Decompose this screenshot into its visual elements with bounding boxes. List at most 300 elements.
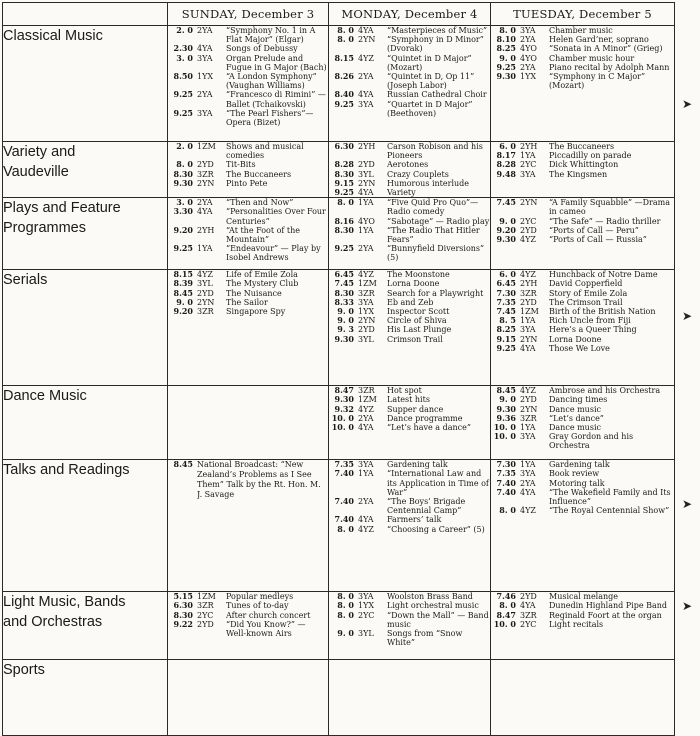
entry-time: 9.20 <box>496 224 516 235</box>
entry-program: Variety <box>387 188 416 198</box>
entry-time: 8.33 <box>334 296 354 307</box>
entry-time: 9.25 <box>173 243 193 254</box>
category-label <box>3 270 168 386</box>
entry-station: 2YA <box>358 497 374 507</box>
schedule-table <box>2 2 675 736</box>
day-cell <box>491 660 675 736</box>
entry-time: 9.36 <box>496 412 516 423</box>
entry-time: 7.35 <box>496 468 516 479</box>
margin-arrow-icon: ➤ <box>682 97 693 111</box>
margin-marks <box>680 0 700 726</box>
entry-program: David Copperfield <box>549 279 623 289</box>
entry-time: 7.40 <box>334 496 354 507</box>
category-label <box>3 142 168 198</box>
entry-program: Woolston Brass Band <box>387 592 473 602</box>
entry-station: 2YH <box>520 279 538 289</box>
entry-station: 2YA <box>520 35 536 45</box>
entry-program: “Symphony in D Minor” (Dvorak) <box>387 35 484 54</box>
entry-time: 7.40 <box>334 514 354 525</box>
entry-program: The Buccaneers <box>549 142 615 151</box>
entry-station: 1ZM <box>358 279 377 289</box>
category-label-line: Light Music, Bands <box>3 594 126 611</box>
program-entry <box>168 90 328 108</box>
entry-program: “The Wakefield Family and Its Influence” <box>549 487 671 507</box>
program-entry <box>491 479 674 488</box>
entry-time: 10. 0 <box>493 422 516 433</box>
entry-program: Chamber music <box>549 26 613 35</box>
entry-program: “Symphony in C Major” (Mozart) <box>549 72 646 91</box>
entry-program: “Quintet in D, Op 11” (Joseph Labor) <box>387 72 475 91</box>
entry-program: “Choosing a Career” (5) <box>387 524 485 534</box>
program-entry <box>491 414 674 423</box>
entry-station: 1YX <box>358 601 375 611</box>
entry-time: 8.10 <box>496 34 516 45</box>
entry-station: 4YA <box>358 515 374 525</box>
entry-program: Inspector Scott <box>387 307 450 317</box>
entry-program: The Nuisance <box>226 288 282 298</box>
program-entry <box>491 488 674 506</box>
entry-program: Gardening talk <box>549 460 610 470</box>
entry-time: 7.40 <box>496 477 516 488</box>
entry-program: Eb and Zeb <box>387 297 434 307</box>
entry-program: Birth of the British Nation <box>549 307 656 317</box>
entry-time: 9.48 <box>496 168 516 179</box>
entry-time: 6.45 <box>334 269 354 280</box>
program-entry <box>329 611 490 629</box>
entry-time: 7.45 <box>334 278 354 289</box>
program-entry <box>168 226 328 244</box>
entry-time: 8.39 <box>173 278 193 289</box>
entry-time: 9.25 <box>334 243 354 254</box>
entry-program: “Five Quid Pro Quo”— Radio comedy <box>387 198 479 217</box>
entry-station: 4YA <box>358 26 374 35</box>
program-entry <box>168 142 328 160</box>
entry-station: 1ZM <box>197 592 216 602</box>
day-cell <box>491 26 675 142</box>
entry-station: 3ZR <box>520 610 537 620</box>
category-label-line: Dance Music <box>3 388 87 405</box>
entry-time: 9.30 <box>496 403 516 414</box>
program-entry <box>491 151 674 160</box>
entry-station: 2YA <box>358 413 374 423</box>
entry-station: 2YA <box>520 478 536 488</box>
entry-station: 3YL <box>358 629 374 639</box>
entry-station: 2YA <box>358 244 374 254</box>
entry-program: “Masterpieces of Music” <box>387 26 488 35</box>
entry-program: Latest hits <box>387 395 430 405</box>
entry-time: 9.20 <box>173 224 193 235</box>
category-label-line: Plays and Feature <box>3 200 121 217</box>
entry-station: 3YA <box>358 99 374 109</box>
entry-program: Tunes of to-day <box>226 601 289 611</box>
entry-station: 3ZR <box>197 307 214 317</box>
entry-station: 3YL <box>358 169 374 179</box>
entry-program: Ambrose and his Orchestra <box>549 386 661 396</box>
day-cell <box>329 198 491 270</box>
category-label-line: Programmes <box>3 220 86 237</box>
entry-time: 8.45 <box>173 287 193 298</box>
radio-program-grid <box>2 2 675 736</box>
day-cell <box>491 198 675 270</box>
program-entry <box>491 270 674 279</box>
entry-program: Book review <box>549 469 600 479</box>
entry-station: 4YZ <box>520 506 536 516</box>
day-cell <box>168 198 329 270</box>
entry-time: 8.30 <box>334 224 354 235</box>
program-entry <box>491 316 674 325</box>
entry-time: 8. 0 <box>337 600 354 611</box>
entry-time: 8. 0 <box>337 609 354 620</box>
day-cell <box>329 660 491 736</box>
entry-station: 4YZ <box>520 270 536 280</box>
entry-station: 2YC <box>520 619 537 629</box>
entry-station: 4YZ <box>358 53 374 63</box>
entry-program: Songs from “Snow White” <box>387 629 463 648</box>
entry-program: Story of Emile Zola <box>549 288 628 298</box>
entry-time: 9.30 <box>496 234 516 245</box>
entry-time: 9.25 <box>173 89 193 100</box>
entry-station: 4YA <box>520 601 536 611</box>
entry-station: 2YA <box>358 72 374 82</box>
entry-time: 9.25 <box>334 187 354 198</box>
entry-time: 8.45 <box>496 385 516 396</box>
entry-station: 4YA <box>358 90 374 100</box>
entry-program: “Down the Mall” — Band music <box>387 610 489 629</box>
entry-program: The Moonstone <box>387 270 450 280</box>
program-entry <box>491 335 674 344</box>
entry-time: 2. 0 <box>176 25 193 35</box>
category-label <box>3 198 168 270</box>
entry-time: 9.25 <box>496 342 516 353</box>
entry-time: 8.47 <box>496 609 516 620</box>
entry-station: 1YA <box>358 469 374 479</box>
program-entry <box>491 298 674 307</box>
entry-program: Crazy Couplets <box>387 169 449 179</box>
entry-program: “Personalities Over Four Centuries” <box>226 207 326 226</box>
entry-station: 3YA <box>520 169 536 179</box>
entry-time: 8. 0 <box>337 34 354 45</box>
entry-station: 4YO <box>520 44 537 54</box>
category-row <box>3 386 675 460</box>
entry-program: “The Safe” — Radio thriller <box>549 216 661 226</box>
entry-station: 1ZM <box>197 142 216 151</box>
entry-station: 1ZM <box>358 395 377 405</box>
entry-station: 2YD <box>520 297 537 307</box>
program-entry <box>491 63 674 72</box>
entry-time: 8.16 <box>334 215 354 226</box>
program-entry <box>329 629 490 647</box>
entry-station: 1YX <box>358 307 375 317</box>
header-sunday: SUNDAY, December 3 <box>168 3 329 26</box>
program-entry <box>168 54 328 72</box>
entry-station: 2YC <box>358 610 375 620</box>
entry-program: “At the Foot of the Mountain” <box>226 225 301 245</box>
entry-station: 3YA <box>520 26 536 35</box>
entry-program: “Let’s have a dance” <box>387 423 471 433</box>
category-row <box>3 270 675 386</box>
entry-station: 2YN <box>520 404 538 414</box>
category-label-line: and Orchestras <box>3 614 103 631</box>
entry-program: Gardening talk <box>387 460 448 470</box>
entry-program: Hot spot <box>387 386 422 396</box>
entry-station: 1YA <box>520 151 536 161</box>
header-row <box>3 3 675 26</box>
entry-station: 1YA <box>197 244 213 254</box>
program-entry <box>168 109 328 127</box>
day-cell <box>329 142 491 198</box>
entry-station: 2YC <box>520 216 537 226</box>
margin-arrow-icon: ➤ <box>682 599 693 613</box>
entry-program: Supper dance <box>387 404 444 414</box>
margin-arrow-icon: ➤ <box>682 497 693 511</box>
entry-time: 3.30 <box>173 206 193 217</box>
entry-program: Dance music <box>549 404 601 414</box>
entry-program: “Bunnyfield Diversions” (5) <box>387 244 485 263</box>
entry-station: 1YA <box>358 225 374 235</box>
program-entry <box>329 198 490 216</box>
entry-program: Farmers’ talk <box>387 515 442 525</box>
entry-program: “A Family Squabble” —Drama in cameo <box>549 198 670 217</box>
entry-time: 7.40 <box>496 486 516 497</box>
entry-program: Hunchback of Notre Dame <box>549 270 658 280</box>
entry-time: 9. 0 <box>499 215 516 226</box>
entry-station: 1YA <box>520 316 536 326</box>
entry-time: 8.28 <box>334 159 354 170</box>
program-entry <box>491 142 674 151</box>
entry-station: 3YA <box>358 297 374 307</box>
day-cell <box>491 592 675 660</box>
entry-time: 8.26 <box>334 71 354 82</box>
program-entry <box>491 620 674 629</box>
entry-time: 7.35 <box>496 296 516 307</box>
entry-program: The Buccaneers <box>226 169 292 179</box>
program-entry <box>491 198 674 216</box>
entry-station: 2YN <box>358 316 376 326</box>
entry-program: Shows and musical comedies <box>226 142 304 161</box>
entry-time: 7.30 <box>496 287 516 298</box>
entry-station: 3ZR <box>520 288 537 298</box>
entry-station: 4YO <box>520 53 537 63</box>
entry-station: 2YN <box>358 35 376 45</box>
entry-station: 3ZR <box>358 288 375 298</box>
day-cell <box>329 26 491 142</box>
entry-program: Lorna Doone <box>387 279 440 289</box>
entry-program: Popular medleys <box>226 592 294 602</box>
entry-time: 9.30 <box>496 71 516 82</box>
entry-program: Songs of Debussy <box>226 44 298 54</box>
entry-program: “The Royal Centennial Show” <box>549 506 670 516</box>
program-entry <box>491 469 674 478</box>
day-cell <box>491 142 675 198</box>
entry-time: 9.22 <box>173 618 193 629</box>
entry-time: 7.45 <box>496 197 516 208</box>
entry-time: 5.15 <box>173 591 193 602</box>
program-entry <box>491 235 674 244</box>
entry-station: 2YA <box>197 198 213 208</box>
entry-time: 9.20 <box>173 306 193 317</box>
entry-program: Dance programme <box>387 413 463 423</box>
day-cell <box>168 386 329 460</box>
entry-station: 2YD <box>197 619 214 629</box>
program-entry <box>168 307 328 316</box>
entry-time: 8. 0 <box>337 25 354 35</box>
entry-time: 7.46 <box>496 591 516 602</box>
entry-time: 9.32 <box>334 403 354 414</box>
day-cell <box>329 386 491 460</box>
entry-time: 2. 0 <box>176 141 193 151</box>
entry-station: 3YL <box>358 334 374 344</box>
entry-program: Search for a Playwright <box>387 288 484 298</box>
entry-station: 2YN <box>197 178 215 188</box>
program-entry <box>491 54 674 63</box>
program-entry <box>491 325 674 334</box>
entry-program: “Endeavour” — Play by Isobel Andrews <box>226 244 321 263</box>
header-category-corner <box>3 3 168 26</box>
entry-program: “Sonata in A Minor” (Grieg) <box>549 44 663 54</box>
program-entry <box>491 405 674 414</box>
entry-station: 4YZ <box>358 270 374 280</box>
program-entry <box>329 497 490 515</box>
program-entry <box>329 72 490 90</box>
entry-program: “Symphony No. 1 in A Flat Major” (Elgar) <box>226 26 316 45</box>
entry-station: 2YC <box>520 160 537 170</box>
entry-station: 2YD <box>358 160 375 170</box>
entry-station: 3ZR <box>197 169 214 179</box>
program-entry <box>491 170 674 179</box>
program-entry <box>329 35 490 53</box>
program-entry <box>491 279 674 288</box>
entry-time: 9.15 <box>496 333 516 344</box>
entry-program: Helen Gard’ner, soprano <box>549 35 649 45</box>
program-entry <box>329 423 490 432</box>
program-entry <box>329 335 490 344</box>
header-tuesday: TUESDAY, December 5 <box>491 3 675 26</box>
entry-station: 1YA <box>358 198 374 208</box>
entry-program: “Ports of Call — Peru” <box>549 225 639 235</box>
entry-program: National Broadcast: “New Zealand’s Problems as I See Them” Talk by the Rt. Hon. M. J. Savage <box>197 460 321 500</box>
program-entry <box>491 395 674 404</box>
entry-station: 2YN <box>520 198 538 208</box>
program-entry <box>329 54 490 72</box>
day-cell <box>329 270 491 386</box>
program-entry <box>168 72 328 90</box>
entry-time: 10. 0 <box>331 422 354 433</box>
entry-time: 8. 5 <box>499 315 516 326</box>
program-entry <box>491 386 674 395</box>
entry-station: 4YZ <box>358 524 374 534</box>
category-row <box>3 142 675 198</box>
entry-station: 3ZR <box>197 601 214 611</box>
entry-time: 3. 0 <box>176 52 193 63</box>
entry-station: 1YA <box>520 423 536 433</box>
entry-station: 3YA <box>358 460 374 470</box>
category-row <box>3 592 675 660</box>
entry-time: 6. 0 <box>499 141 516 151</box>
entry-program: Motoring talk <box>549 478 605 488</box>
entry-program: Singapore Spy <box>226 307 286 317</box>
program-entry <box>491 611 674 620</box>
entry-time: 9. 0 <box>499 394 516 405</box>
day-cell <box>491 270 675 386</box>
entry-program: “Quartet in D Major” (Beethoven) <box>387 99 473 118</box>
program-entry <box>491 35 674 44</box>
day-cell <box>168 26 329 142</box>
entry-program: Lorna Doone <box>549 334 602 344</box>
entry-station: 3YA <box>197 53 213 63</box>
entry-station: 4YZ <box>520 235 536 245</box>
entry-program: The Crimson Trail <box>549 297 623 307</box>
entry-time: 7.40 <box>334 468 354 479</box>
entry-time: 9. 0 <box>176 296 193 307</box>
entry-time: 9. 3 <box>337 324 354 335</box>
entry-program: Aerotones <box>387 160 429 170</box>
entry-time: 9. 0 <box>499 52 516 63</box>
entry-program: The Kingsmen <box>549 169 608 179</box>
entry-station: 4YA <box>197 207 213 217</box>
entry-time: 8.28 <box>496 159 516 170</box>
entry-time: 9.30 <box>173 177 193 188</box>
entry-station: 2YC <box>197 610 214 620</box>
entry-program: Chamber music hour <box>549 53 635 63</box>
entry-station: 4YA <box>358 188 374 198</box>
entry-time: 7.35 <box>334 459 354 470</box>
program-entry <box>491 432 674 450</box>
entry-time: 8. 0 <box>337 197 354 208</box>
entry-time: 2.30 <box>173 43 193 54</box>
entry-time: 8.30 <box>173 168 193 179</box>
program-entry <box>329 226 490 244</box>
entry-station: 2YD <box>358 325 375 335</box>
program-entry <box>329 525 490 534</box>
program-entry <box>491 344 674 353</box>
entry-program: Musical melange <box>549 592 619 602</box>
entry-station: 1YX <box>197 72 214 82</box>
program-entry <box>168 460 328 500</box>
entry-program: Piccadilly on parade <box>549 151 632 161</box>
category-label-line: Vaudeville <box>3 164 69 180</box>
entry-station: 3ZR <box>520 413 537 423</box>
entry-time: 8.25 <box>496 324 516 335</box>
entry-time: 8. 0 <box>499 600 516 611</box>
entry-time: 8. 0 <box>337 591 354 602</box>
entry-program: After church concert <box>226 610 311 620</box>
category-row <box>3 198 675 270</box>
program-entry <box>329 100 490 118</box>
entry-time: 7.30 <box>496 459 516 470</box>
category-label <box>3 386 168 460</box>
entry-station: 4YA <box>520 343 536 353</box>
entry-program: “A London Symphony” (Vaughan Williams) <box>226 72 317 91</box>
entry-station: 3YL <box>197 279 213 289</box>
entry-program: Life of Emile Zola <box>226 270 298 280</box>
entry-program: Light orchestral music <box>387 601 479 611</box>
entry-station: 3YA <box>197 108 213 118</box>
entry-time: 8.17 <box>496 150 516 161</box>
entry-program: “Quintet in D Major” (Mozart) <box>387 53 472 72</box>
program-entry <box>168 26 328 44</box>
entry-time: 8.15 <box>173 269 193 280</box>
program-entry <box>491 226 674 235</box>
entry-time: 3. 0 <box>176 197 193 208</box>
category-label-line: Variety and <box>3 144 76 160</box>
day-cell <box>491 386 675 460</box>
entry-time: 8.50 <box>173 71 193 82</box>
entry-time: 6.30 <box>334 141 354 151</box>
entry-program: Organ Prelude and Fugue in G Major (Bach) <box>226 53 327 72</box>
entry-program: His Last Plunge <box>387 325 452 335</box>
category-label <box>3 592 168 660</box>
program-entry <box>329 188 490 197</box>
